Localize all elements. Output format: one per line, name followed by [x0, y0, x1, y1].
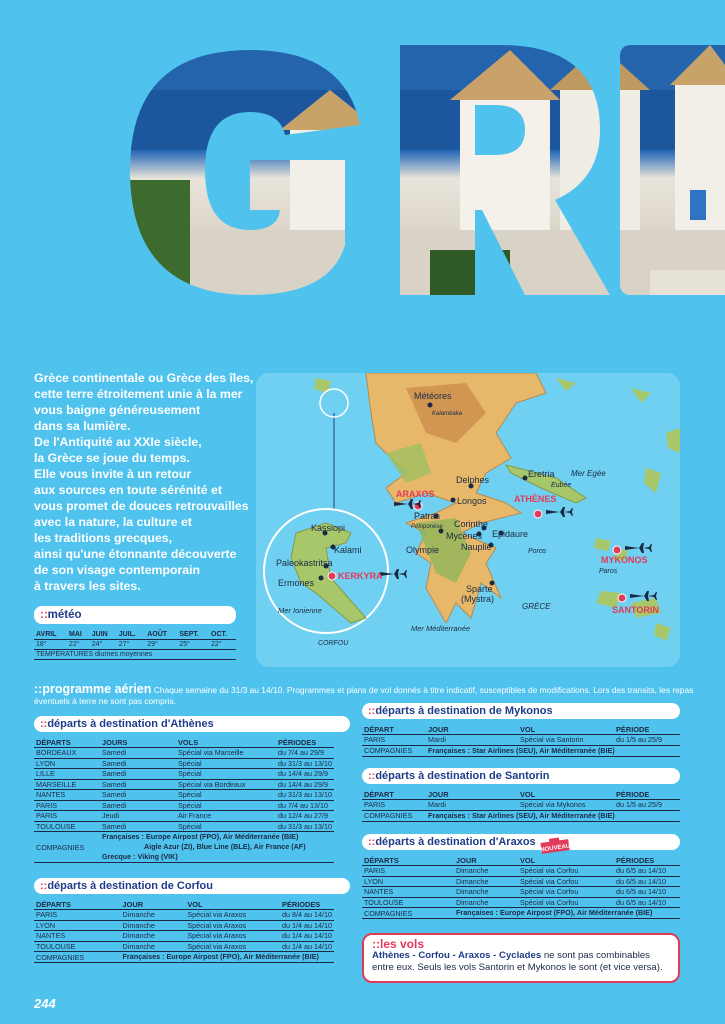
- meteo-month: JUIL.: [117, 630, 146, 640]
- cell: Spécial via Araxos: [185, 941, 280, 952]
- intro-line: De l'Antiquité au XXIe siècle,: [34, 435, 202, 449]
- companies-line: Grecque : Viking (VIK): [102, 852, 178, 861]
- col-header: DÉPART: [362, 790, 426, 800]
- cell: PARIS: [34, 910, 121, 921]
- cell: Samedi: [100, 779, 176, 790]
- label-mer-med: Mer Méditerranée: [411, 624, 471, 633]
- table-row: [34, 941, 334, 952]
- cell: TOULOUSE: [34, 941, 121, 952]
- cell: LYON: [34, 920, 121, 931]
- label-athenes: ATHÈNES: [514, 494, 557, 504]
- col-header: JOUR: [454, 856, 518, 866]
- companies-row: [362, 908, 680, 919]
- col-header: VOL: [518, 856, 614, 866]
- cell: du 1/4 au 14/10: [282, 920, 332, 930]
- table-row: [34, 920, 334, 931]
- label-mystra: (Mystra): [461, 594, 494, 604]
- santorin-table: [362, 790, 680, 822]
- cell: du 6/5 au 14/10: [614, 897, 680, 908]
- col-header: PÉRIODES: [280, 900, 334, 910]
- meteo-note: TEMPÉRATURES diurnes moyennes: [34, 650, 236, 660]
- companies-label: COMPAGNIES: [362, 908, 454, 919]
- table-row: [362, 866, 680, 877]
- meteo-month: AOÛT: [145, 630, 177, 640]
- meteo-temp: 18°: [34, 640, 67, 650]
- meteo-section: [34, 606, 236, 660]
- cell: Samedi: [100, 800, 176, 811]
- col-header: JOUR: [121, 900, 186, 910]
- cell: du 31/3 au 13/10: [276, 758, 334, 769]
- cell: du 6/5 au 14/10: [614, 866, 680, 877]
- intro-line: Elle vous invite à un retour: [34, 467, 192, 481]
- table-row: [34, 790, 334, 801]
- cell: Mardi: [426, 735, 518, 746]
- athenes-table: [34, 738, 334, 863]
- table-row: [362, 897, 680, 908]
- label-kassiopi: Kassiopi: [311, 523, 346, 533]
- label-kalami: Kalami: [334, 545, 362, 555]
- cell: BORDEAUX: [34, 748, 100, 759]
- cell: Air France: [176, 811, 276, 822]
- cell: du 14/4 au 29/9: [276, 779, 334, 790]
- companies-label: COMPAGNIES: [362, 745, 426, 756]
- meteo-month: OCT.: [209, 630, 236, 640]
- cell: PARIS: [34, 800, 100, 811]
- athenes-departures: [34, 716, 350, 863]
- cell: TOULOUSE: [34, 821, 100, 832]
- cell: Dimanche: [121, 920, 186, 931]
- intro-line: à travers les sites.: [34, 579, 141, 593]
- label-sparte: Sparte: [466, 584, 493, 594]
- cell: Dimanche: [121, 931, 186, 942]
- greece-map: [256, 373, 680, 667]
- cell: Samedi: [100, 790, 176, 801]
- athenes-title-text: départs à destination d'Athènes: [47, 718, 214, 730]
- araxos-departures: [362, 834, 680, 919]
- vols-title: ::les vols: [372, 937, 425, 951]
- companies-label: COMPAGNIES: [362, 810, 426, 821]
- cell: PARIS: [34, 811, 100, 822]
- meteo-month: SEPT.: [177, 630, 209, 640]
- meteo-table: [34, 630, 236, 660]
- companies-value: Françaises : Europe Airpost (FPO), Air Méditerranée (BIE): [454, 908, 680, 919]
- cell: du 6/5 au 14/10: [614, 887, 680, 898]
- cell: Spécial via Araxos: [185, 910, 280, 921]
- intro-line: la Grèce se joue du temps.: [34, 451, 190, 465]
- meteo-title-text: météo: [47, 609, 82, 621]
- cell: Dimanche: [454, 866, 518, 877]
- corfou-title-text: départs à destination de Corfou: [47, 880, 213, 892]
- programme-title-text: programme aérien: [42, 682, 152, 696]
- cell: Spécial via Corfou: [518, 897, 614, 908]
- cell: du 14/4 au 29/9: [276, 769, 334, 780]
- label-peloponese: Péloponèse: [411, 524, 443, 530]
- companies-label: COMPAGNIES: [34, 952, 121, 963]
- cell: Samedi: [100, 748, 176, 759]
- col-header: JOUR: [426, 725, 518, 735]
- intro-line: ainsi qu'une étonnante découverte: [34, 547, 237, 561]
- cell: MARSEILLE: [34, 779, 100, 790]
- col-header: DÉPARTS: [34, 900, 121, 910]
- cell: du 7/4 au 13/10: [276, 800, 334, 811]
- cell: Spécial via Corfou: [518, 866, 614, 877]
- programme-prefix: ::: [34, 682, 43, 696]
- cell: Spécial: [176, 758, 276, 769]
- mykonos-title-text: départs à destination de Mykonos: [375, 705, 553, 717]
- cell: TOULOUSE: [362, 897, 454, 908]
- companies-value: Françaises : Europe Airpost (FPO), Air Méditerranée (BIE): [121, 952, 334, 963]
- meteo-title: [34, 606, 236, 624]
- cell: du 12/4 au 27/9: [276, 811, 334, 822]
- cell: Spécial: [176, 800, 276, 811]
- col-header: PÉRIODE: [614, 725, 680, 735]
- cell: PARIS: [362, 866, 454, 877]
- label-paleokastritsa: Paleokastritsa: [276, 558, 333, 568]
- cell: Spécial via Araxos: [185, 931, 280, 942]
- mykonos-departures: [362, 703, 680, 757]
- cell: NANTES: [34, 931, 121, 942]
- cell: Spécial via Corfou: [518, 887, 614, 898]
- cell: Samedi: [100, 769, 176, 780]
- vols-rest: ne sont pas combinables entre eux. Seuls les vols Santorin et Mykonos le sont (et vice versa).: [372, 950, 663, 973]
- companies-row: [34, 952, 334, 963]
- meteo-months-row: [34, 630, 236, 640]
- cell: LYON: [34, 758, 100, 769]
- araxos-title: ::départs à destination d'Araxos: [362, 834, 680, 850]
- table-row: [34, 931, 334, 942]
- santorin-departures: [362, 768, 680, 822]
- table-row: [34, 748, 334, 759]
- col-header: DÉPART: [362, 725, 426, 735]
- label-nauplie: Nauplie: [461, 542, 492, 552]
- table-row: [34, 779, 334, 790]
- label-mer-egee: Mer Egée: [571, 469, 606, 478]
- label-mykonos: MYKONOS: [601, 555, 648, 565]
- intro-line: les traditions grecques,: [34, 531, 173, 545]
- cell: Mardi: [426, 800, 518, 811]
- programme-text: Chaque semaine du 31/3 au 14/10. Programmes et plans de vol donnés à titre indicatif, susceptibles de modifications. Lors des transits, les repas éventuels à terre ne sont pas compris.: [34, 685, 694, 706]
- cell: PARIS: [362, 800, 426, 811]
- table-row: [34, 910, 334, 921]
- table-row: [362, 735, 680, 746]
- cell: Jeudi: [100, 811, 176, 822]
- table-row: [34, 821, 334, 832]
- santorin-title-text: départs à destination de Santorin: [375, 770, 550, 782]
- athenes-title: ::départs à destination d'Athènes: [34, 716, 350, 732]
- title-letters: [130, 30, 725, 300]
- label-patras: Patras: [414, 511, 441, 521]
- araxos-table: [362, 856, 680, 919]
- intro-text: [34, 370, 254, 594]
- cell: Spécial via Araxos: [185, 920, 280, 931]
- cell: Samedi: [100, 758, 176, 769]
- title-photo-letters: [130, 30, 725, 300]
- label-santorin: SANTORIN: [612, 605, 659, 615]
- col-header: VOLS: [176, 738, 276, 748]
- cell: du 1/4 au 14/10: [282, 941, 332, 951]
- intro-line: vous promet de douces retrouvailles: [34, 499, 249, 513]
- cell: Spécial: [176, 821, 276, 832]
- cell: Spécial: [176, 769, 276, 780]
- table-row: [34, 769, 334, 780]
- meteo-month: JUIN: [90, 630, 117, 640]
- corfou-table: [34, 900, 334, 963]
- intro-line: vous baigne généreusement: [34, 403, 201, 417]
- label-corfou: CORFOU: [318, 640, 349, 647]
- label-epidaure: Epidaure: [492, 529, 529, 539]
- cell: du 31/3 au 13/10: [276, 821, 334, 832]
- label-longos: Longos: [457, 496, 487, 506]
- companies-line: Françaises : Europe Airpost (FPO), Air Méditerranée (BIE): [102, 832, 299, 841]
- nouveau-text: NOUVEAU: [540, 843, 571, 854]
- label-poros: Poros: [528, 548, 547, 555]
- cell: Dimanche: [454, 897, 518, 908]
- meteo-temps-row: [34, 640, 236, 650]
- intro-line: avec la nature, la culture et: [34, 515, 192, 529]
- cell: LILLE: [34, 769, 100, 780]
- cell: du 6/5 au 14/10: [614, 876, 680, 887]
- meteo-temp: 25°: [177, 640, 209, 650]
- col-header: JOURS: [100, 738, 176, 748]
- cell: du 8/4 au 14/10: [282, 910, 332, 920]
- table-row: [34, 800, 334, 811]
- intro-line: aux sources en toute sérénité et: [34, 483, 222, 497]
- label-kerkyra: KERKYRA: [338, 571, 383, 581]
- companies-value: [100, 832, 334, 863]
- araxos-title-text: départs à destination d'Araxos: [375, 836, 536, 848]
- cell: du 1/5 au 25/9: [614, 800, 680, 811]
- label-corinthe: Corinthe: [454, 519, 489, 529]
- companies-row: [362, 810, 680, 821]
- cell: PARIS: [362, 735, 426, 746]
- meteo-prefix: ::: [40, 609, 48, 621]
- companies-value: Françaises : Star Airlines (SEU), Air Méditerranée (BIE): [426, 810, 680, 821]
- label-olympie: Olympie: [406, 545, 440, 555]
- intro-line: dans sa lumière.: [34, 419, 131, 433]
- label-delphes: Delphes: [456, 475, 490, 485]
- col-header: DÉPARTS: [362, 856, 454, 866]
- meteo-temp: 22°: [209, 640, 236, 650]
- companies-row: [362, 745, 680, 756]
- label-eubee: Eubée: [551, 482, 572, 489]
- col-header: PÉRIODE: [614, 790, 680, 800]
- cell: NANTES: [362, 887, 454, 898]
- page-number: 244: [34, 996, 56, 1011]
- meteo-temp: 29°: [145, 640, 177, 650]
- companies-label: COMPAGNIES: [34, 832, 100, 863]
- col-header: PÉRIODES: [276, 738, 334, 748]
- table-row: [362, 800, 680, 811]
- meteo-month: MAI: [67, 630, 90, 640]
- col-header: VOL: [518, 790, 614, 800]
- cell: du 7/4 au 29/9: [276, 748, 334, 759]
- cell: Spécial: [176, 790, 276, 801]
- cell: du 1/5 au 25/9: [614, 735, 680, 746]
- cell: Spécial via Bordeaux: [176, 779, 276, 790]
- vols-bold: Athènes - Corfou - Araxos - Cyclades: [372, 950, 542, 961]
- table-row: [362, 876, 680, 887]
- intro-line: cette terre étroitement unie à la mer: [34, 387, 243, 401]
- cell: du 31/3 au 13/10: [276, 790, 334, 801]
- col-header: DÉPARTS: [34, 738, 100, 748]
- companies-line: Aigle Azur (ZI), Blue Line (BLE), Air France (AF): [144, 842, 306, 851]
- santorin-title: ::départs à destination de Santorin: [362, 768, 680, 784]
- table-row: [34, 811, 334, 822]
- companies-row: [34, 832, 334, 863]
- corfou-departures: [34, 878, 350, 963]
- label-grece: GRÈCE: [522, 602, 551, 611]
- cell: du 1/4 au 14/10: [282, 931, 332, 941]
- col-header: JOUR: [426, 790, 518, 800]
- mykonos-table: [362, 725, 680, 757]
- cell: Spécial via Corfou: [518, 876, 614, 887]
- companies-value: Françaises : Star Airlines (SEU), Air Méditerranée (BIE): [426, 745, 680, 756]
- label-mer-ionienne: Mer Ionienne: [278, 606, 322, 615]
- intro-line: de son visage contemporain: [34, 563, 201, 577]
- mykonos-title: ::départs à destination de Mykonos: [362, 703, 680, 719]
- meteo-temp: 22°: [67, 640, 90, 650]
- cell: Dimanche: [121, 910, 186, 921]
- meteo-temp: 27°: [117, 640, 146, 650]
- col-header: VOL: [185, 900, 280, 910]
- label-meteores: Météores: [414, 391, 452, 401]
- cell: Spécial via Santorin: [518, 735, 614, 746]
- vols-text: [372, 950, 670, 974]
- meteo-temp: 24°: [90, 640, 117, 650]
- label-eretria: Eretria: [528, 469, 555, 479]
- cell: Dimanche: [454, 876, 518, 887]
- cell: Dimanche: [454, 887, 518, 898]
- vols-note-box: [362, 933, 680, 983]
- cell: Spécial via Marseille: [176, 748, 276, 759]
- programme-title: [34, 682, 151, 696]
- label-paros: Paros: [599, 568, 618, 575]
- table-row: [34, 758, 334, 769]
- meteo-month: AVRIL: [34, 630, 67, 640]
- corfou-title: ::départs à destination de Corfou: [34, 878, 350, 894]
- label-ermones: Ermones: [278, 578, 315, 588]
- col-header: VOL: [518, 725, 614, 735]
- cell: LYON: [362, 876, 454, 887]
- cell: Spécial via Mykonos: [518, 800, 614, 811]
- table-row: [362, 887, 680, 898]
- intro-line: Grèce continentale ou Grèce des îles,: [34, 371, 254, 385]
- cell: Samedi: [100, 821, 176, 832]
- cell: NANTES: [34, 790, 100, 801]
- col-header: PÉRIODES: [614, 856, 680, 866]
- label-araxos: ARAXOS: [396, 489, 435, 499]
- label-mycenes: Mycènes: [446, 531, 483, 541]
- cell: Dimanche: [121, 941, 186, 952]
- label-kalambaka: Kalambaka: [432, 411, 463, 417]
